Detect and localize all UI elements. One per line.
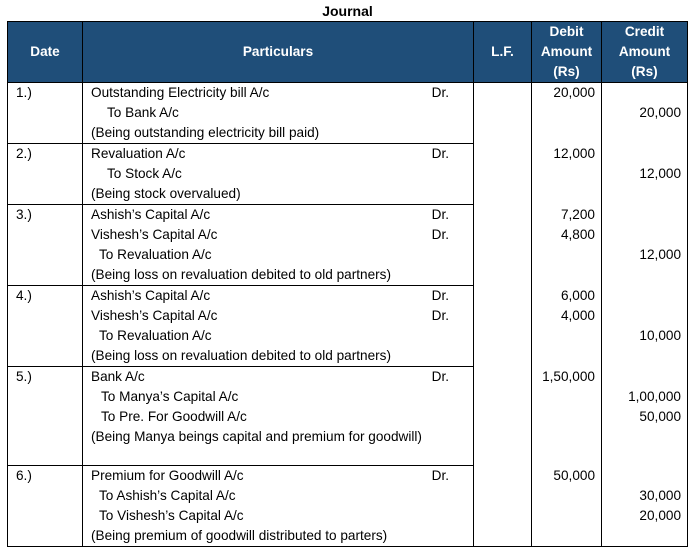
particular-line: To Vishesh’s Capital A/c	[99, 508, 244, 523]
journal-title: Journal	[322, 3, 373, 19]
narration: (Being outstanding electricity bill paid)	[91, 125, 320, 140]
particular-line: Vishesh’s Capital A/c Dr.	[91, 308, 449, 323]
entry-debit	[532, 367, 602, 466]
journal-entry	[8, 83, 688, 144]
header-lf: L.F.	[474, 22, 532, 83]
particular-line: Outstanding Electricity bill A/c Dr.	[91, 85, 449, 100]
debit-amount: 12,000	[553, 145, 595, 161]
entry-date: 5.)	[8, 367, 83, 466]
journal-entry	[8, 367, 688, 466]
entry-lf	[474, 205, 532, 286]
entry-debit	[532, 83, 602, 144]
header-credit-line: Credit	[624, 24, 665, 39]
entry-particulars	[83, 205, 474, 286]
entry-credit	[602, 144, 688, 205]
journal-entry	[8, 205, 688, 286]
entry-credit	[602, 205, 688, 286]
credit-amount: 20,000	[639, 105, 681, 120]
particular-line: To Pre. For Goodwill A/c	[101, 409, 247, 424]
particular-line: Vishesh’s Capital A/c Dr.	[91, 227, 449, 242]
particular-line: To Revaluation A/c	[99, 247, 212, 262]
credit-amount: 10,000	[639, 327, 681, 343]
journal-entry	[8, 286, 688, 367]
entry-date: 4.)	[8, 286, 83, 367]
particular-line: Premium for Goodwill A/c Dr.	[91, 468, 449, 483]
particular-line: To Ashish’s Capital A/c	[99, 488, 236, 503]
narration: (Being premium of goodwill distributed to parters)	[91, 528, 388, 543]
entry-debit	[532, 144, 602, 205]
particular-line: To Bank A/c	[107, 105, 179, 120]
particular-line: To Stock A/c	[107, 166, 182, 181]
entry-lf	[474, 367, 532, 466]
entry-particulars	[83, 466, 474, 547]
entry-debit	[532, 286, 602, 367]
particular-line: Bank A/c Dr.	[91, 369, 449, 384]
debit-amount: 50,000	[553, 467, 595, 483]
header-credit	[602, 22, 688, 83]
particular-line: To Revaluation A/c	[99, 328, 212, 343]
header-credit-line: Amount	[618, 44, 671, 59]
credit-amount: 50,000	[639, 408, 681, 424]
credit-amount: 12,000	[639, 165, 681, 181]
entry-particulars	[83, 286, 474, 367]
journal-entry	[8, 466, 688, 547]
narration: (Being loss on revaluation debited to old partners)	[91, 348, 391, 363]
credit-amount: 30,000	[639, 487, 681, 503]
debit-amount: 4,000	[560, 307, 595, 323]
narration: (Being loss on revaluation debited to old partners)	[91, 267, 391, 282]
journal-entry	[8, 144, 688, 205]
header-credit-line: (Rs)	[631, 64, 658, 79]
header-debit-line: (Rs)	[553, 64, 580, 79]
entry-credit	[602, 367, 688, 466]
entry-debit	[532, 466, 602, 547]
entry-lf	[474, 286, 532, 367]
particular-line: To Manya’s Capital A/c	[101, 389, 239, 404]
entry-credit	[602, 466, 688, 547]
entry-lf	[474, 466, 532, 547]
entry-debit	[532, 205, 602, 286]
entry-date: 2.)	[8, 144, 83, 205]
entry-particulars	[83, 367, 474, 466]
entry-credit	[602, 83, 688, 144]
particular-line: Ashish’s Capital A/c Dr.	[91, 288, 449, 303]
journal-table	[7, 21, 688, 547]
debit-amount: 4,800	[560, 226, 595, 242]
header-debit-line: Amount	[540, 44, 593, 59]
debit-amount: 6,000	[560, 287, 595, 303]
debit-amount: 7,200	[560, 206, 595, 222]
entry-date: 6.)	[8, 466, 83, 547]
entry-particulars	[83, 83, 474, 144]
header-row	[8, 22, 688, 83]
header-debit	[532, 22, 602, 83]
entry-credit	[602, 286, 688, 367]
particular-line: Ashish’s Capital A/c Dr.	[91, 207, 449, 222]
debit-amount: 20,000	[553, 85, 595, 100]
entry-date: 3.)	[8, 205, 83, 286]
entry-particulars	[83, 144, 474, 205]
debit-amount: 1,50,000	[542, 368, 595, 384]
entry-lf	[474, 83, 532, 144]
narration: (Being Manya beings capital and premium for goodwill)	[91, 429, 422, 444]
entry-lf	[474, 144, 532, 205]
narration: (Being stock overvalued)	[91, 186, 241, 201]
entry-date: 1.)	[8, 83, 83, 144]
header-debit-line: Debit	[549, 24, 584, 39]
particular-line: Revaluation A/c Dr.	[91, 146, 449, 161]
header-particulars: Particulars	[83, 22, 474, 83]
credit-amount: 12,000	[639, 246, 681, 262]
credit-amount: 20,000	[639, 507, 681, 523]
header-date: Date	[8, 22, 83, 83]
credit-amount: 1,00,000	[628, 388, 681, 404]
